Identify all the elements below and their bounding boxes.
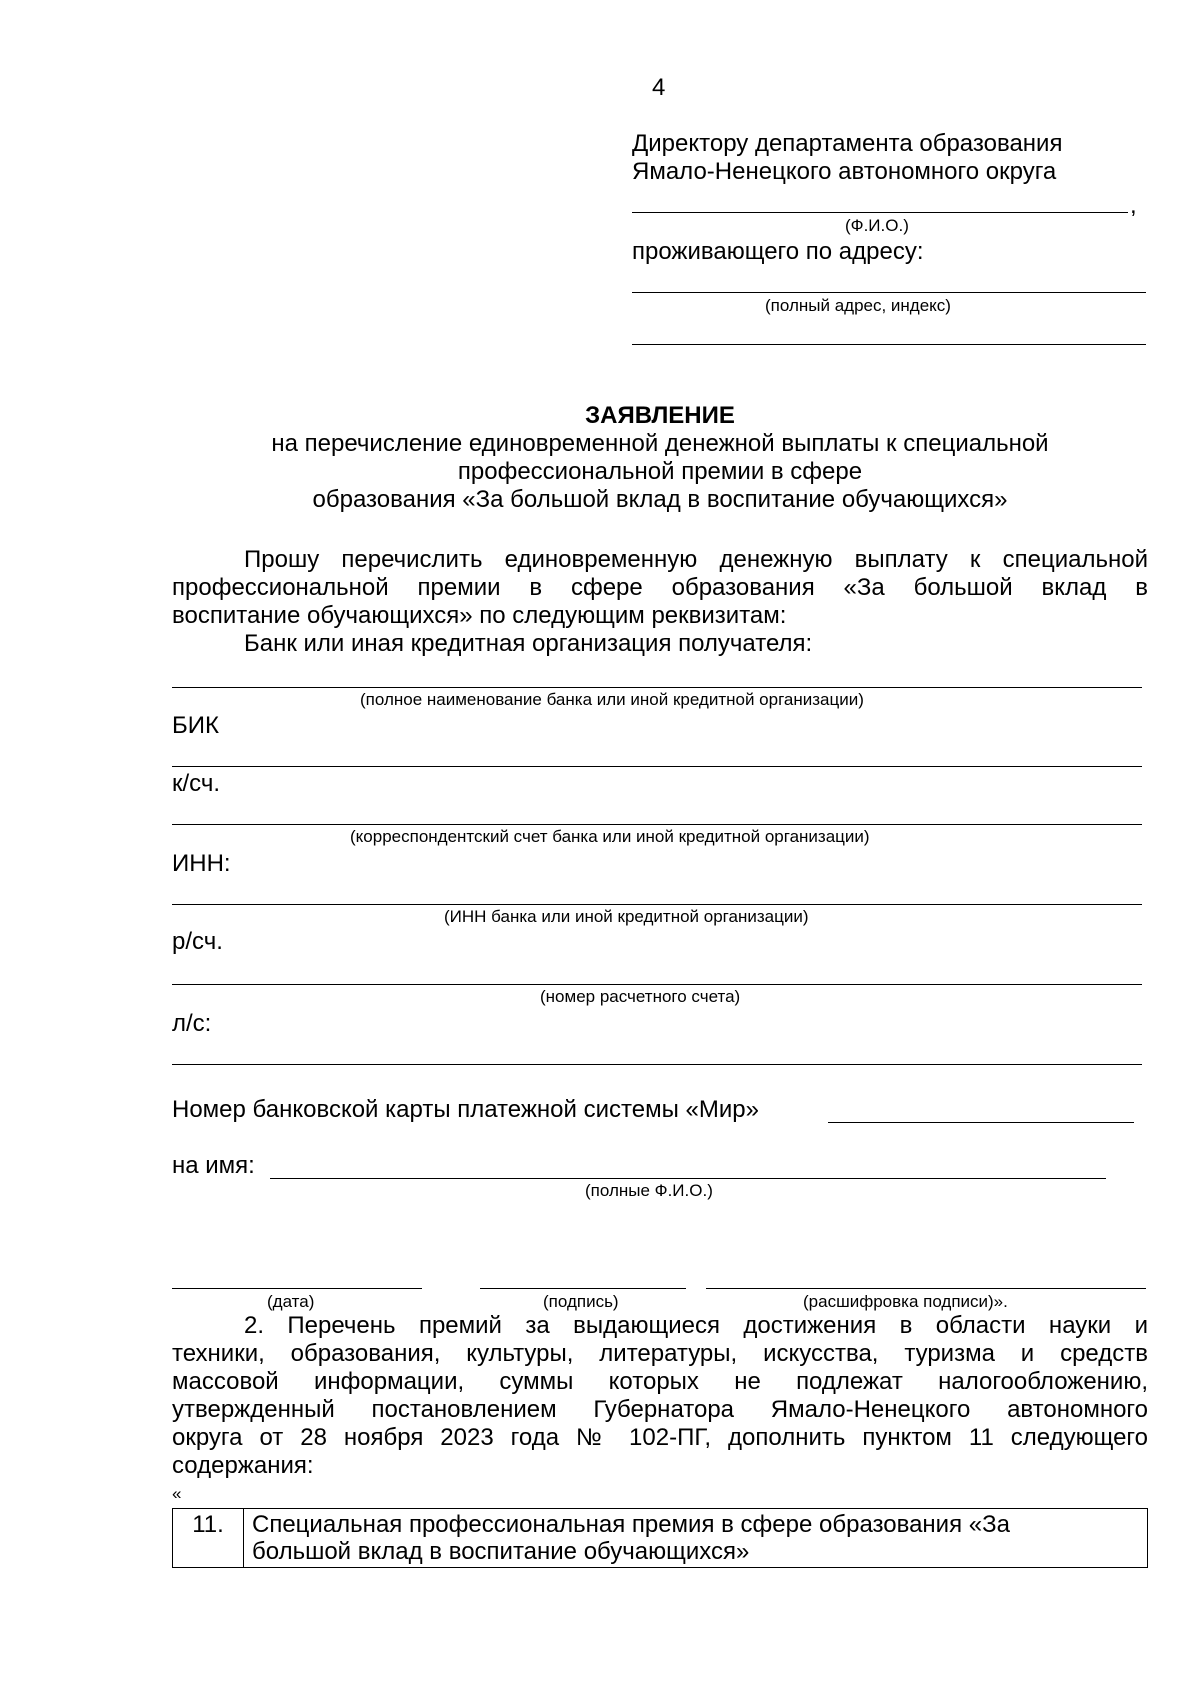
ls-underline — [172, 1064, 1142, 1065]
rs-underline — [172, 984, 1142, 985]
card-underline — [828, 1122, 1134, 1123]
ks-label: к/сч. — [172, 770, 221, 797]
date-underline — [172, 1288, 422, 1289]
fio-underline — [632, 212, 1128, 213]
request-line-1: Прошу перечислить единовременную денежную выплату к специальной — [244, 546, 1148, 573]
open-quote: « — [172, 1484, 182, 1503]
table-text-line-1: Специальная профессиональная премия в сфере образования «За — [252, 1511, 1010, 1538]
request-line-2: профессиональной премии в сфере образования «За большой вклад в — [172, 574, 1148, 601]
bank-name-caption: (полное наименование банка или иной кредитной организации) — [360, 690, 864, 709]
residing-label: проживающего по адресу: — [632, 238, 924, 265]
rs-caption: (номер расчетного счета) — [540, 987, 741, 1006]
ls-label: л/с: — [172, 1010, 212, 1037]
amendment-line-5: округа от 28 ноября 2023 года № 102-ПГ, дополнить пунктом 11 следующего — [172, 1424, 1148, 1451]
signature-caption: (подпись) — [543, 1292, 619, 1311]
request-line-3: воспитание обучающихся» по следующим реквизитам: — [172, 602, 787, 629]
amendment-line-1: 2. Перечень премий за выдающиеся достижения в области науки и — [244, 1312, 1148, 1339]
date-caption: (дата) — [267, 1292, 315, 1311]
title-line-3: образования «За большой вклад в воспитание обучающихся» — [312, 486, 1008, 513]
document-heading: ЗАЯВЛЕНИЕ — [585, 402, 735, 429]
page-number: 4 — [652, 74, 666, 101]
bik-underline — [172, 766, 1142, 767]
ks-caption: (корреспондентский счет банка или иной кредитной организации) — [350, 827, 870, 846]
table-row — [173, 1509, 1148, 1568]
amendment-line-6: содержания: — [172, 1452, 314, 1479]
amendment-line-2: техники, образования, культуры, литературы, искусства, туризма и средств — [172, 1340, 1148, 1367]
bank-line: Банк или иная кредитная организация получателя: — [244, 630, 813, 657]
name-caption: (полные Ф.И.О.) — [585, 1181, 713, 1200]
fio-comma: , — [1130, 192, 1137, 219]
signature-decode-caption: (расшифровка подписи)». — [803, 1292, 1008, 1311]
inn-underline — [172, 904, 1142, 905]
name-underline — [270, 1178, 1106, 1179]
name-label: на имя: — [172, 1152, 255, 1179]
table-text-line-2: большой вклад в воспитание обучающихся» — [252, 1538, 750, 1565]
fio-caption: (Ф.И.О.) — [845, 216, 909, 235]
address-underline-1 — [632, 292, 1146, 293]
addressee-line-1: Директору департамента образования — [632, 130, 1063, 157]
addressee-line-2: Ямало-Ненецкого автономного округа — [632, 158, 1057, 185]
address-caption: (полный адрес, индекс) — [765, 296, 951, 315]
table-cell-number: 11. — [173, 1509, 244, 1568]
signature-decode-underline — [706, 1288, 1146, 1289]
ks-underline — [172, 824, 1142, 825]
premium-table — [172, 1508, 1148, 1568]
inn-label: ИНН: — [172, 850, 231, 877]
title-line-2: профессиональной премии в сфере — [457, 458, 863, 485]
amendment-line-4: утвержденный постановлением Губернатора Ямало-Ненецкого автономного — [172, 1396, 1148, 1423]
bank-name-underline — [172, 687, 1142, 688]
signature-underline — [480, 1288, 686, 1289]
rs-label: р/сч. — [172, 928, 223, 955]
title-line-1: на перечисление единовременной денежной выплаты к специальной — [271, 430, 1049, 457]
bik-label: БИК — [172, 712, 219, 739]
card-label: Номер банковской карты платежной системы «Мир» — [172, 1096, 759, 1123]
amendment-line-3: массовой информации, суммы которых не подлежат налогообложению, — [172, 1368, 1148, 1395]
address-underline-2 — [632, 344, 1146, 345]
inn-caption: (ИНН банка или иной кредитной организации) — [444, 907, 809, 926]
table-cell-text — [244, 1509, 1148, 1568]
